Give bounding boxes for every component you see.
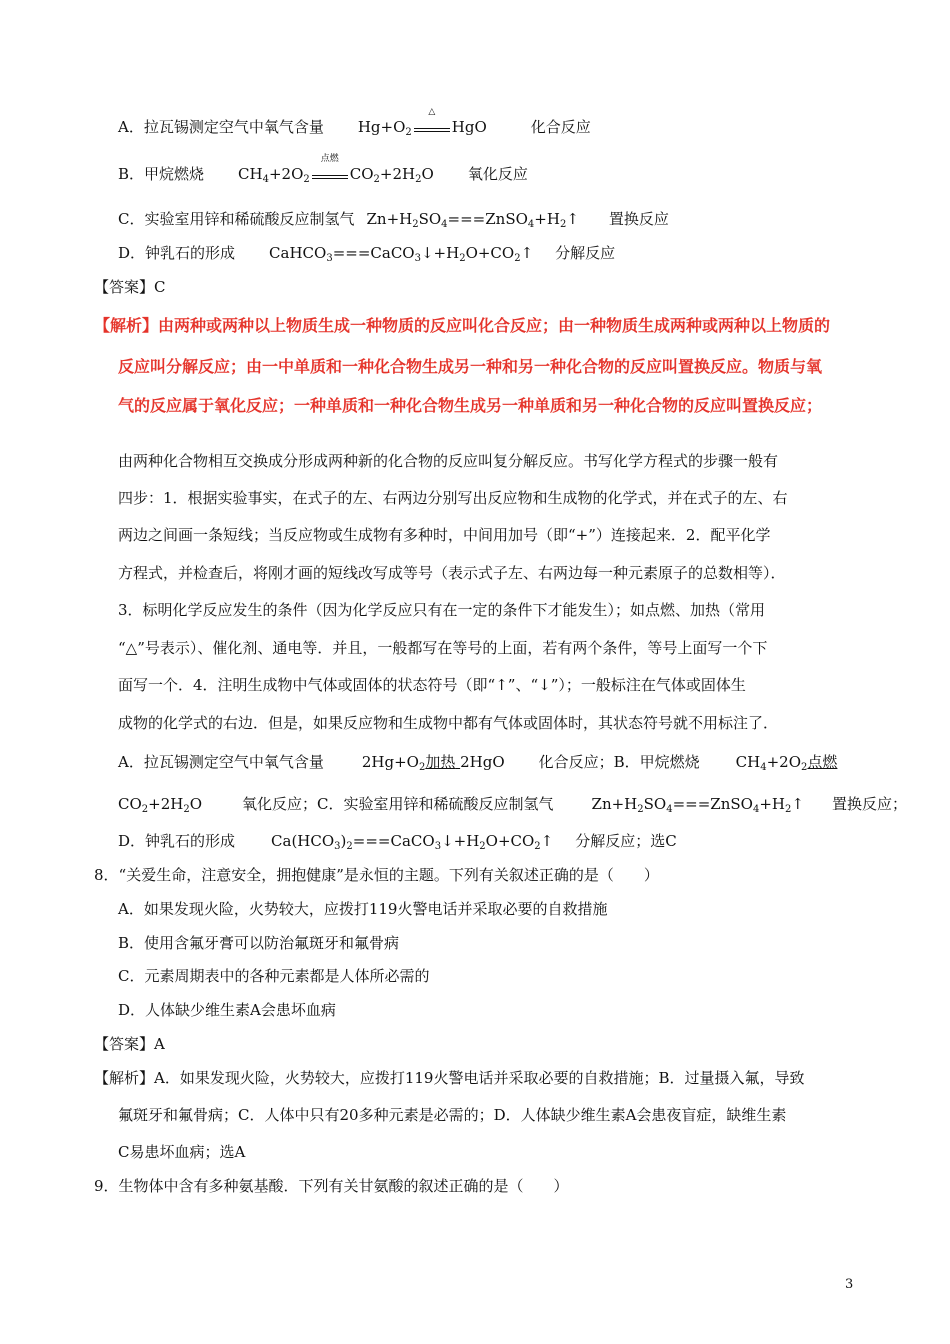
q7-analysis-red-line-3: 气的反应属于氧化反应；一种单质和一种化合物生成另一种单质和另一种化合物的反应叫置换反应； xyxy=(118,396,823,415)
q8-option-a: A．如果发现火险，火势较大，应拨打119火警电话并采取必要的自救措施 xyxy=(118,900,608,918)
heat-condition: △ xyxy=(414,119,450,132)
q7-option-d: D．钟乳石的形成 $CaHCO_3===CaCO_3↓+H_2O+CO_2↑$ 分解反应 xyxy=(118,244,616,264)
q7-analysis-line-3: 两边之间画一条短线；当反应物或生成物有多种时，中间用加号（即“+”）连接起来．2．配平化学 xyxy=(118,526,771,544)
q7-analysis-red-line-2: 反应叫分解反应；由一中单质和一种化合物生成另一种和另一种化合物的反应叫置换反应。物质与氧 xyxy=(118,357,823,376)
q7-analysis-line-11: D．钟乳石的形成 $Ca(HCO_3)_2===CaCO_3↓+H_2O+CO_2↑$ 分解反应；选C xyxy=(118,832,677,852)
q7-analysis-red-line-1: 【解析】由两种或两种以上物质生成一种物质的反应叫化合反应；由一种物质生成两种或两种以上物质的 xyxy=(94,316,831,335)
q7-option-b: B．甲烷燃烧 $CH_4+2O_2$ 点燃 $CO_2+2H_2O$ 氧化反应 xyxy=(118,154,528,185)
q8-answer: 【答案】A xyxy=(94,1035,165,1053)
q7-option-a: A．拉瓦锡测定空气中氧气含量 $Hg+O_2$ △ HgO 化合反应 xyxy=(118,107,591,138)
page-number: 3 xyxy=(845,1277,854,1292)
q8-option-c: C．元素周期表中的各种元素都是人体所必需的 xyxy=(118,967,430,985)
q8-analysis-line-3: C易患坏血病；选A xyxy=(118,1143,246,1161)
q7-analysis-line-8: 成物的化学式的右边．但是，如果反应物和生成物中都有气体或固体时，其状态符号就不用标注了． xyxy=(118,714,779,732)
q8-option-d: D．人体缺少维生素A会患坏血病 xyxy=(118,1001,336,1019)
q8-option-b: B．使用含氟牙膏可以防治氟斑牙和氟骨病 xyxy=(118,934,400,952)
q8-question: 8．“关爱生命，注意安全，拥抱健康”是永恒的主题。下列有关叙述正确的是（ ） xyxy=(94,866,659,884)
ignite-condition: 点燃 xyxy=(312,166,348,179)
q8-analysis-line-2: 氟斑牙和氟骨病；C．人体中只有20多种元素是必需的；D．人体缺少维生素A会患夜盲症，缺维生素 xyxy=(118,1106,787,1124)
q7-option-c: C．实验室用锌和稀硫酸反应制氢气 $Zn+H_2SO_4===ZnSO_4+H_2↑$ 置换反应 xyxy=(118,210,669,230)
q9-question: 9．生物体中含有多种氨基酸．下列有关甘氨酸的叙述正确的是（ ） xyxy=(94,1177,569,1195)
q7-analysis-line-1: 由两种化合物相互交换成分形成两种新的化合物的反应叫复分解反应。书写化学方程式的步骤一般有 xyxy=(118,452,779,470)
q8-analysis-line-1: 【解析】A．如果发现火险，火势较大，应拨打119火警电话并采取必要的自救措施；B．过量摄入氟，导致 xyxy=(94,1069,805,1087)
q7-analysis-line-5: 3．标明化学反应发生的条件（因为化学反应只有在一定的条件下才能发生）；如点燃、加热（常用 xyxy=(118,601,766,619)
q7-analysis-line-6: “△”号表示）、催化剂、通电等．并且，一般都写在等号的上面，若有两个条件，等号上面写一个下 xyxy=(118,639,768,657)
q7-analysis-line-2: 四步：1．根据实验事实，在式子的左、右两边分别写出反应物和生成物的化学式，并在式子的左、右 xyxy=(118,489,788,507)
q7-analysis-line-4: 方程式，并检查后，将刚才画的短线改写成等号（表示式子左、右两边每一种元素原子的总数相等）． xyxy=(118,564,786,582)
q7-analysis-line-10: $CO_2+2H_2O$ 氧化反应；C．实验室用锌和稀硫酸反应制氢气 $Zn+H_2SO_4===ZnSO_4+H_2↑$ 置换反应； xyxy=(118,795,907,815)
q7-analysis-line-9: A．拉瓦锡测定空气中氧气含量 $2Hg+O_2$加热 2HgO 化合反应；B．甲烷燃烧 $CH_4+2O_2$点燃 xyxy=(118,753,838,773)
q7-answer: 【答案】C xyxy=(94,278,166,296)
q7-analysis-line-7: 面写一个．4．注明生成物中气体或固体的状态符号（即“↑”、“↓”）；一般标注在气体或固体生 xyxy=(118,676,746,694)
